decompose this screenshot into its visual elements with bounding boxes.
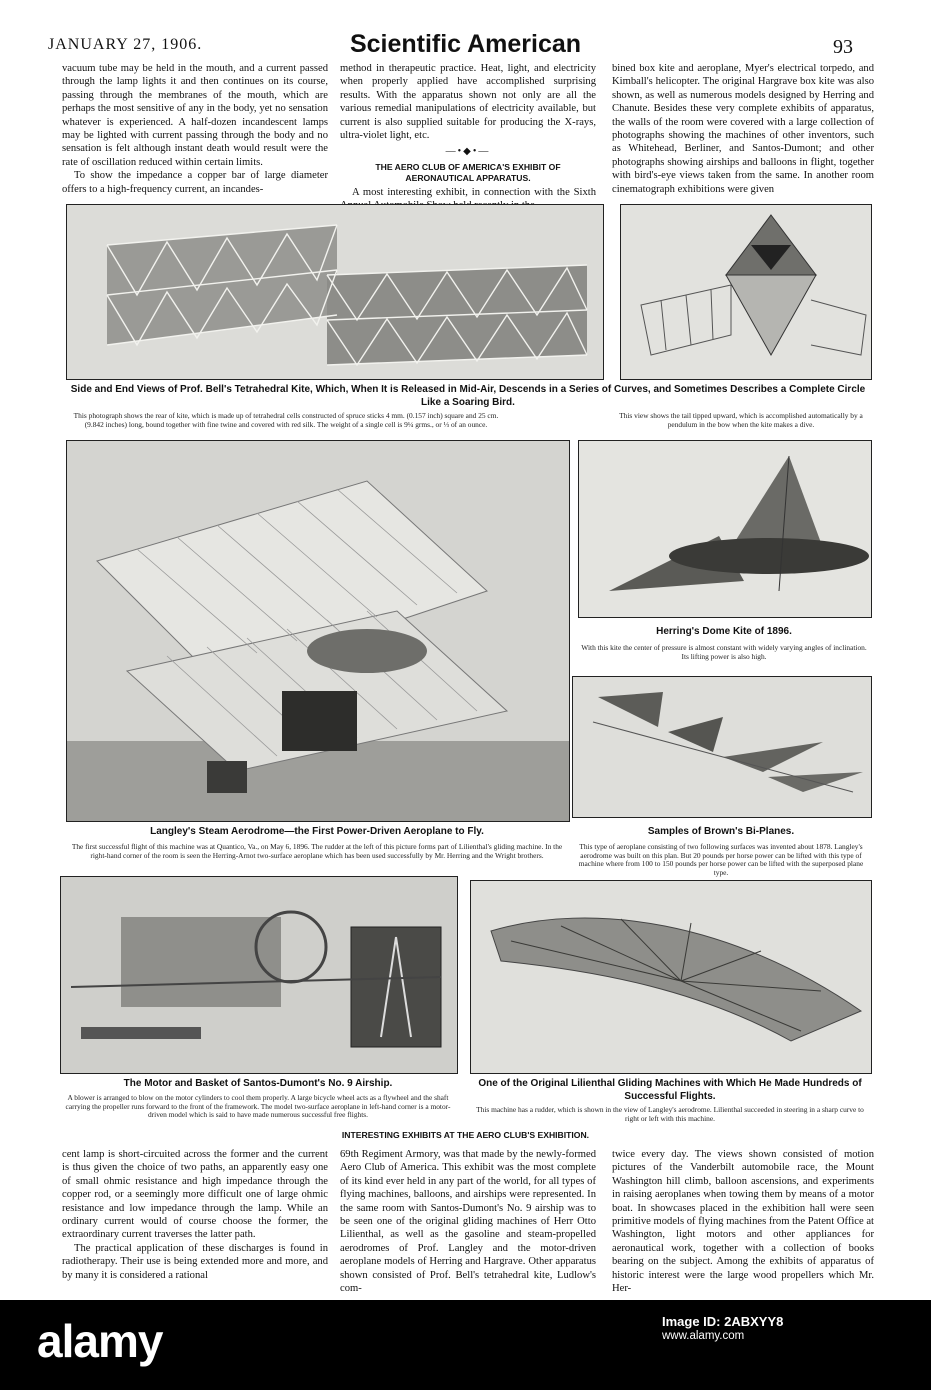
caption-lilienthal-glider: One of the Original Lilienthal Gliding Machines with Which He Made Hundreds of Successful Flights.	[478, 1078, 862, 1102]
site-url: www.alamy.com	[662, 1330, 745, 1342]
caption-bell-kite: Side and End Views of Prof. Bell's Tetrahedral Kite, Which, When It is Released in Mid-Air, Descends in a Series of Curves, and Sometimes Describes a Complete Circle Like a Soaring Bird.	[70, 384, 866, 408]
paragraph: 69th Regiment Armory, was that made by the newly-formed Aero Club of America. This exhibit was the most complete of its kind ever held in any part of the world, for all types of flying machines, balloons, and airships were represented. In the same room with Santos-Dumont's No. 9 airship was to be seen one of the original gliding machines of Herr Otto Lilienthal, as well as the gasoline and steam-propelled aerodromes of Prof. Langley and the motor-driven aeroplane models of Herring and Hargrave. Other apparatus shown consisted of Prof. Bell's tetrahedral kite, Ludlow's com-	[340, 1149, 596, 1295]
photo-herring-dome-kite	[578, 440, 872, 618]
paragraph: cent lamp is short-circuited across the former and the current is thus given the choice of two paths, an apparently easy one of small ohmic resistance and high impedance through the copper rod, or a seemingly more difficult one of large ohmic resistance and low impedance through the lamp. While an ordinary current would of course choose the former, the extraordinary current traverses the latter path.	[62, 1149, 328, 1241]
paragraph: bined box kite and aeroplane, Myer's electrical torpedo, and Kimball's helicopter. The original Hargrave box kite was also shown, as well as numerous models designed by Herring and Chanute. Besides these very complete exhibits of apparatus, the walls of the room were covered with a large collection of photographs showing the machines of other inventors, such as Whitehead, Berliner, and Santos-Dumont; and other photographs showing airships and balloons in flight, together with bird's-eye views taken from the same. In another room cinematograph exhibitions were given	[612, 63, 874, 195]
top-column-1	[62, 62, 328, 196]
note-herring-dome-kite: With this kite the center of pressure is almost constant with widely varying angles of inclination. Its lifting power is also high.	[581, 643, 867, 661]
caption-herring-dome-kite: Herring's Dome Kite of 1896.	[656, 626, 792, 637]
photo-brown-biplanes	[572, 676, 872, 818]
caption-brown-biplanes: Samples of Brown's Bi-Planes.	[647, 826, 795, 837]
note-bell-kite-left: This photograph shows the rear of kite, which is made up of tetrahedral cells constructed of spruce sticks 4 mm. (0.157 inch) square and 25 cm. (9.842 inches) long, bound together with fine twine and covered with red silk. The weight of a single cell is 9¼ grms., or ⅓ of an ounce.	[73, 411, 499, 429]
paragraph: A most interesting exhibit, in connection with the Sixth	[352, 186, 596, 198]
bottom-column-2	[340, 1148, 596, 1295]
photo-bell-kite-side	[66, 204, 604, 380]
caption-santos-dumont: The Motor and Basket of Santos-Dumont's No. 9 Airship.	[123, 1078, 393, 1089]
plate-caption: INTERESTING EXHIBITS AT THE AERO CLUB'S EXHIBITION.	[341, 1130, 590, 1140]
masthead: Scientific American	[349, 30, 582, 58]
paragraph: To show the impedance a copper bar of large diameter offers to a high-frequency current, an incandes-	[62, 170, 328, 195]
note-bell-kite-right: This view shows the tail tipped upward, which is accomplished automatically by a pendulum in the bow when the kite makes a dive.	[619, 411, 863, 429]
photo-santos-dumont-airship	[60, 876, 458, 1074]
alamy-logo: alamy	[37, 1315, 163, 1367]
bottom-column-3	[612, 1148, 874, 1295]
issue-date: JANUARY 27, 1906.	[48, 36, 203, 53]
paragraph: vacuum tube may be held in the mouth, and a current passed through the lamp lights it and then continues on its course, passing through the membranes of the mouth, which are perhaps the most sensitive of any in the body, yet no sensation whatever is experienced. A half-dozen incandescent lamps may be lighted with current passing through the body and no sensation is felt although instant death would result were the rate of oscillation reduced within certain limits.	[62, 63, 328, 168]
caption-langley-aerodrome: Langley's Steam Aerodrome—the First Power-Driven Aeroplane to Fly.	[150, 826, 484, 837]
image-id-box	[662, 1314, 917, 1344]
note-santos-dumont: A blower is arranged to blow on the motor cylinders to cool them properly. A large bicycle wheel acts as a flywheel and the shaft carrying the propeller runs forward to the front of the framework. The model two-surface aeroplane in left-hand corner is a motor-driven model which is said to have made numerous successful free flights.	[65, 1093, 451, 1120]
stock-watermark-banner	[0, 1300, 931, 1390]
image-id: Image ID: 2ABXYY8	[662, 1314, 784, 1329]
photo-lilienthal-glider	[470, 880, 872, 1074]
note-brown-biplanes: This type of aeroplane consisting of two following surfaces was invented about 1878. Langley's aerodrome was built on this plan. But 20 pounds per horse power can be lifted with this type of machine where from 100 to 150 pounds per horse power can be lifted with the superposed plane type.	[578, 842, 864, 877]
paragraph: method in therapeutic practice. Heat, light, and electricity when properly applied have accomplished surprising results. With the apparatus shown not only are all the various remedial manipulations of electricity available, but current is also supplied suitable for producing the X-rays, ultra-violet light, etc.	[340, 63, 596, 142]
photo-langley-aerodrome	[66, 440, 570, 822]
note-lilienthal-glider: This machine has a rudder, which is shown in the view of Langley's aerodrome. Lilienthal succeeded in steering in a sharp curve to right or left with this machine.	[476, 1105, 864, 1123]
top-column-3	[612, 62, 874, 196]
article-heading: THE AERO CLUB OF AMERICA'S EXHIBIT OF AERONAUTICAL APPARATUS.	[375, 161, 561, 183]
page-number: 93	[833, 36, 853, 58]
note-langley-aerodrome: The first successful flight of this machine was at Quantico, Va., on May 6, 1896. The rudder at the left of this picture forms part of Lilienthal's gliding machine. In the right-hand corner of the room is seen the Herring-Arnot two-surface aeroplane which has been used successfully by Mr. Herring and the Wright brothers.	[71, 842, 563, 860]
bottom-column-1	[62, 1148, 328, 1282]
divider-ornament: —•◆•—	[445, 146, 491, 158]
paragraph: The practical application of these discharges is found in radiotherapy. Their use is being extended more and more, and by many it is considered a rational	[62, 1242, 328, 1281]
paragraph: twice every day. The views shown consisted of motion pictures of the Vanderbilt automobile race, the Mount Washington hill climb, balloon ascensions, and experiments in raising aeroplanes when towing them by means of a motor boat. In showcases placed in the exhibition hall were seen primitive models of flying machines from the Patent Office at Washington, light motors and other appliances for aeronautical work, together with a collection of books bearing on the subject. Among the exhibits of apparatus of historic interest were the large wood propellers which Mr. Her-	[612, 1149, 874, 1295]
top-column-2	[340, 62, 596, 213]
photo-bell-kite-end	[620, 204, 872, 380]
